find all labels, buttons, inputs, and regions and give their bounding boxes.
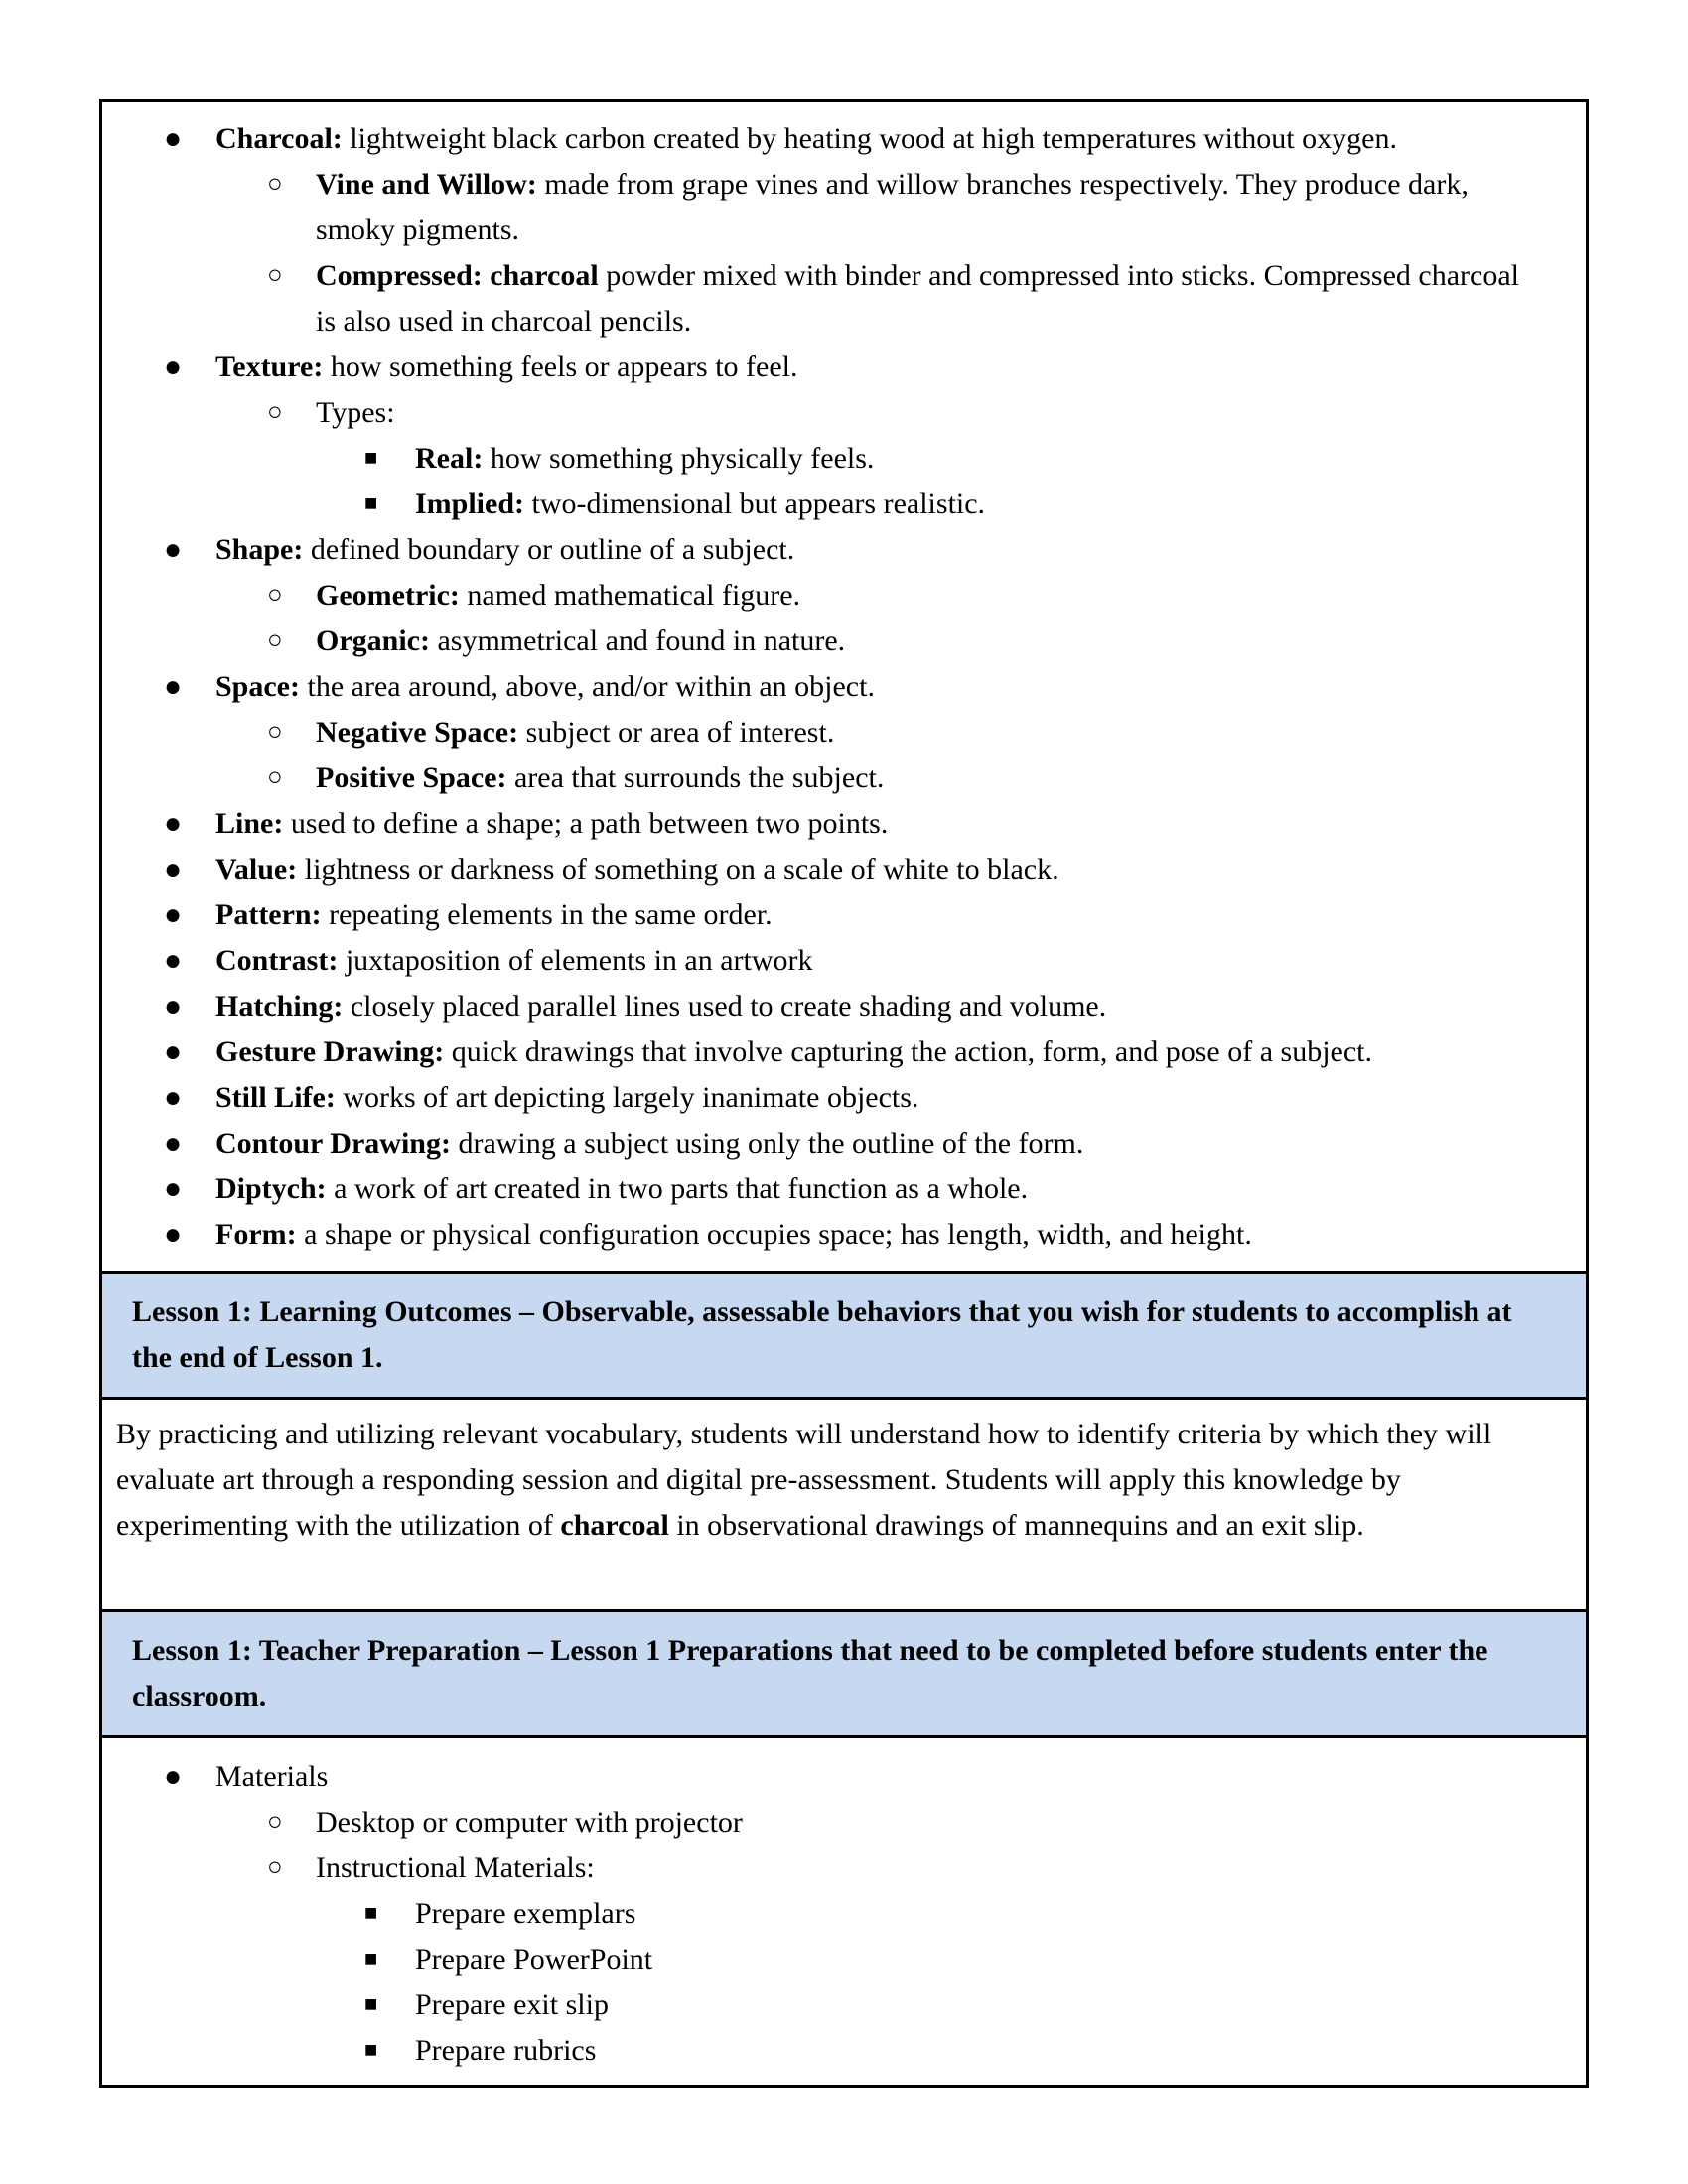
- bullet-icon: ●: [164, 1172, 183, 1205]
- bullet-icon: ●: [164, 853, 183, 886]
- preparation-list: [102, 1754, 1586, 2074]
- bullet-icon: ○: [267, 717, 283, 746]
- vocab-item: [102, 573, 1586, 618]
- vocab-text: drawing a subject using only the outline of the form.: [450, 1127, 1084, 1160]
- teacher-preparation-title: Lesson 1: Teacher Preparation – Lesson 1 Preparations that need to be completed before students enter the classroom.: [132, 1634, 1488, 1712]
- vocab-text: quick drawings that involve capturing the action, form, and pose of a subject.: [444, 1035, 1372, 1068]
- vocab-term: Form:: [215, 1218, 297, 1251]
- learning-outcomes-paragraph: [116, 1412, 1572, 1549]
- vocab-term: Still Life:: [215, 1081, 336, 1114]
- vocab-term: Charcoal:: [215, 122, 343, 155]
- bullet-icon: ●: [164, 898, 183, 931]
- vocab-item: [102, 1029, 1586, 1075]
- vocab-item: [102, 984, 1586, 1029]
- bullet-icon: ●: [164, 990, 183, 1023]
- lesson-table: [99, 99, 1589, 2088]
- vocab-text: closely placed parallel lines used to create shading and volume.: [343, 990, 1107, 1023]
- vocab-term: Contrast:: [215, 944, 339, 977]
- vocab-item: [102, 710, 1586, 755]
- bullet-icon: ○: [267, 397, 283, 426]
- bullet-icon: ●: [164, 350, 183, 383]
- bullet-icon: ○: [267, 625, 283, 654]
- vocab-term: Real:: [415, 442, 484, 475]
- prep-text: Desktop or computer with projector: [316, 1806, 743, 1839]
- teacher-preparation-cell: [102, 1735, 1586, 2085]
- vocab-item: [102, 1166, 1586, 1212]
- vocab-item: [102, 390, 1586, 436]
- vocab-term: Contour Drawing:: [215, 1127, 451, 1160]
- vocab-item: [102, 253, 1586, 344]
- vocabulary-list: [102, 116, 1586, 1258]
- bullet-icon: ○: [267, 762, 283, 791]
- bullet-icon: ●: [164, 670, 183, 703]
- vocab-text: how something physically feels.: [483, 442, 875, 475]
- vocab-term: Organic:: [316, 624, 430, 657]
- vocab-item: [102, 436, 1586, 481]
- bullet-icon: ●: [164, 1081, 183, 1114]
- vocab-item: [102, 162, 1586, 253]
- vocab-text: lightness or darkness of something on a scale of white to black.: [297, 853, 1059, 886]
- vocab-item: [102, 344, 1586, 390]
- bullet-icon: ○: [267, 260, 283, 289]
- vocab-term: Hatching:: [215, 990, 344, 1023]
- vocab-item: [102, 481, 1586, 527]
- vocab-text: powder mixed with binder and compressed into sticks. Compressed charcoal is also used in charcoal pencils.: [316, 259, 1519, 338]
- prep-item: [102, 1754, 1586, 1800]
- vocab-text: named mathematical figure.: [459, 579, 801, 612]
- vocab-term: Negative Space:: [316, 716, 519, 749]
- bullet-icon: ●: [164, 1218, 183, 1251]
- bullet-icon: ■: [364, 490, 378, 515]
- bullet-icon: ○: [267, 1852, 283, 1881]
- prep-text: Prepare PowerPoint: [415, 1943, 653, 1976]
- vocab-text: repeating elements in the same order.: [321, 898, 773, 931]
- learning-outcomes-cell: [102, 1397, 1586, 1609]
- vocab-term: Geometric:: [316, 579, 460, 612]
- vocab-text: made from grape vines and willow branches respectively. They produce dark, smoky pigments.: [316, 168, 1469, 246]
- vocab-term: Value:: [215, 853, 298, 886]
- vocab-item: [102, 892, 1586, 938]
- vocab-text: asymmetrical and found in nature.: [429, 624, 846, 657]
- vocab-item: [102, 664, 1586, 710]
- bullet-icon: ○: [267, 580, 283, 609]
- outcome-text-bold: charcoal: [560, 1509, 669, 1542]
- vocab-text: lightweight black carbon created by heating wood at high temperatures without oxygen.: [342, 122, 1397, 155]
- vocab-text: the area around, above, and/or within an object.: [300, 670, 875, 703]
- vocab-item: [102, 847, 1586, 892]
- bullet-icon: ●: [164, 944, 183, 977]
- vocab-item: [102, 527, 1586, 573]
- vocab-text: works of art depicting largely inanimate objects.: [335, 1081, 919, 1114]
- vocab-text: how something feels or appears to feel.: [323, 350, 798, 383]
- bullet-icon: ■: [364, 2037, 378, 2062]
- outcome-text-end: in observational drawings of mannequins and an exit slip.: [668, 1509, 1364, 1542]
- vocab-item: [102, 938, 1586, 984]
- vocab-term: Gesture Drawing:: [215, 1035, 445, 1068]
- prep-item: [102, 1800, 1586, 1845]
- vocab-item: [102, 1212, 1586, 1258]
- vocab-item: [102, 116, 1586, 162]
- bullet-icon: ○: [267, 169, 283, 198]
- prep-text: Instructional Materials:: [316, 1851, 595, 1884]
- vocab-item: [102, 1075, 1586, 1121]
- vocab-term: Pattern:: [215, 898, 322, 931]
- prep-text: Prepare exit slip: [415, 1988, 609, 2021]
- vocab-text: used to define a shape; a path between two points.: [283, 807, 889, 840]
- vocab-text: area that surrounds the subject.: [506, 761, 885, 794]
- bullet-icon: ■: [364, 1991, 378, 2016]
- vocab-text: Types:: [316, 396, 395, 429]
- vocab-term: Implied:: [415, 487, 525, 520]
- prep-text: Prepare exemplars: [415, 1897, 636, 1930]
- vocab-item: [102, 801, 1586, 847]
- bullet-icon: ●: [164, 807, 183, 840]
- vocab-text: a shape or physical configuration occupies space; has length, width, and height.: [296, 1218, 1252, 1251]
- bullet-icon: ●: [164, 1127, 183, 1160]
- bullet-icon: ○: [267, 1807, 283, 1836]
- prep-item: [102, 1982, 1586, 2028]
- vocab-item: [102, 618, 1586, 664]
- vocab-term: Texture:: [215, 350, 324, 383]
- vocab-text: subject or area of interest.: [518, 716, 835, 749]
- outcome-text-start: By practicing and utilizing relevant vocabulary, students will understand how to identify criteria by which they will evaluate art through a responding session and digital pre-assessment. Students will apply this knowledge by experimenting with the utilization of: [116, 1418, 1492, 1542]
- teacher-preparation-header: [102, 1609, 1586, 1735]
- vocab-item: [102, 755, 1586, 801]
- vocab-term: Positive Space:: [316, 761, 507, 794]
- learning-outcomes-title: Lesson 1: Learning Outcomes – Observable, assessable behaviors that you wish for students to accomplish at the end of Lesson 1.: [132, 1296, 1512, 1374]
- prep-item: [102, 1891, 1586, 1937]
- bullet-icon: ●: [164, 1760, 183, 1793]
- prep-item: [102, 1845, 1586, 1891]
- prep-text: Prepare rubrics: [415, 2034, 597, 2067]
- bullet-icon: ●: [164, 1035, 183, 1068]
- vocab-term: Shape:: [215, 533, 304, 566]
- vocab-term: Diptych:: [215, 1172, 327, 1205]
- vocab-text: a work of art created in two parts that function as a whole.: [326, 1172, 1029, 1205]
- bullet-icon: ●: [164, 122, 183, 155]
- bullet-icon: ■: [364, 1900, 378, 1925]
- vocab-term: Space:: [215, 670, 300, 703]
- vocabulary-cell: [102, 102, 1586, 1271]
- vocab-term: Vine and Willow:: [316, 168, 537, 201]
- vocab-text: two-dimensional but appears realistic.: [524, 487, 986, 520]
- bullet-icon: ■: [364, 1946, 378, 1971]
- vocab-text: juxtaposition of elements in an artwork: [338, 944, 813, 977]
- vocab-term: Compressed: charcoal: [316, 259, 599, 292]
- learning-outcomes-header: [102, 1271, 1586, 1397]
- bullet-icon: ■: [364, 445, 378, 470]
- vocab-item: [102, 1121, 1586, 1166]
- prep-text: Materials: [215, 1760, 329, 1793]
- prep-item: [102, 1937, 1586, 1982]
- vocab-term: Line:: [215, 807, 284, 840]
- vocab-text: defined boundary or outline of a subject.: [303, 533, 795, 566]
- prep-item: [102, 2028, 1586, 2074]
- bullet-icon: ●: [164, 533, 183, 566]
